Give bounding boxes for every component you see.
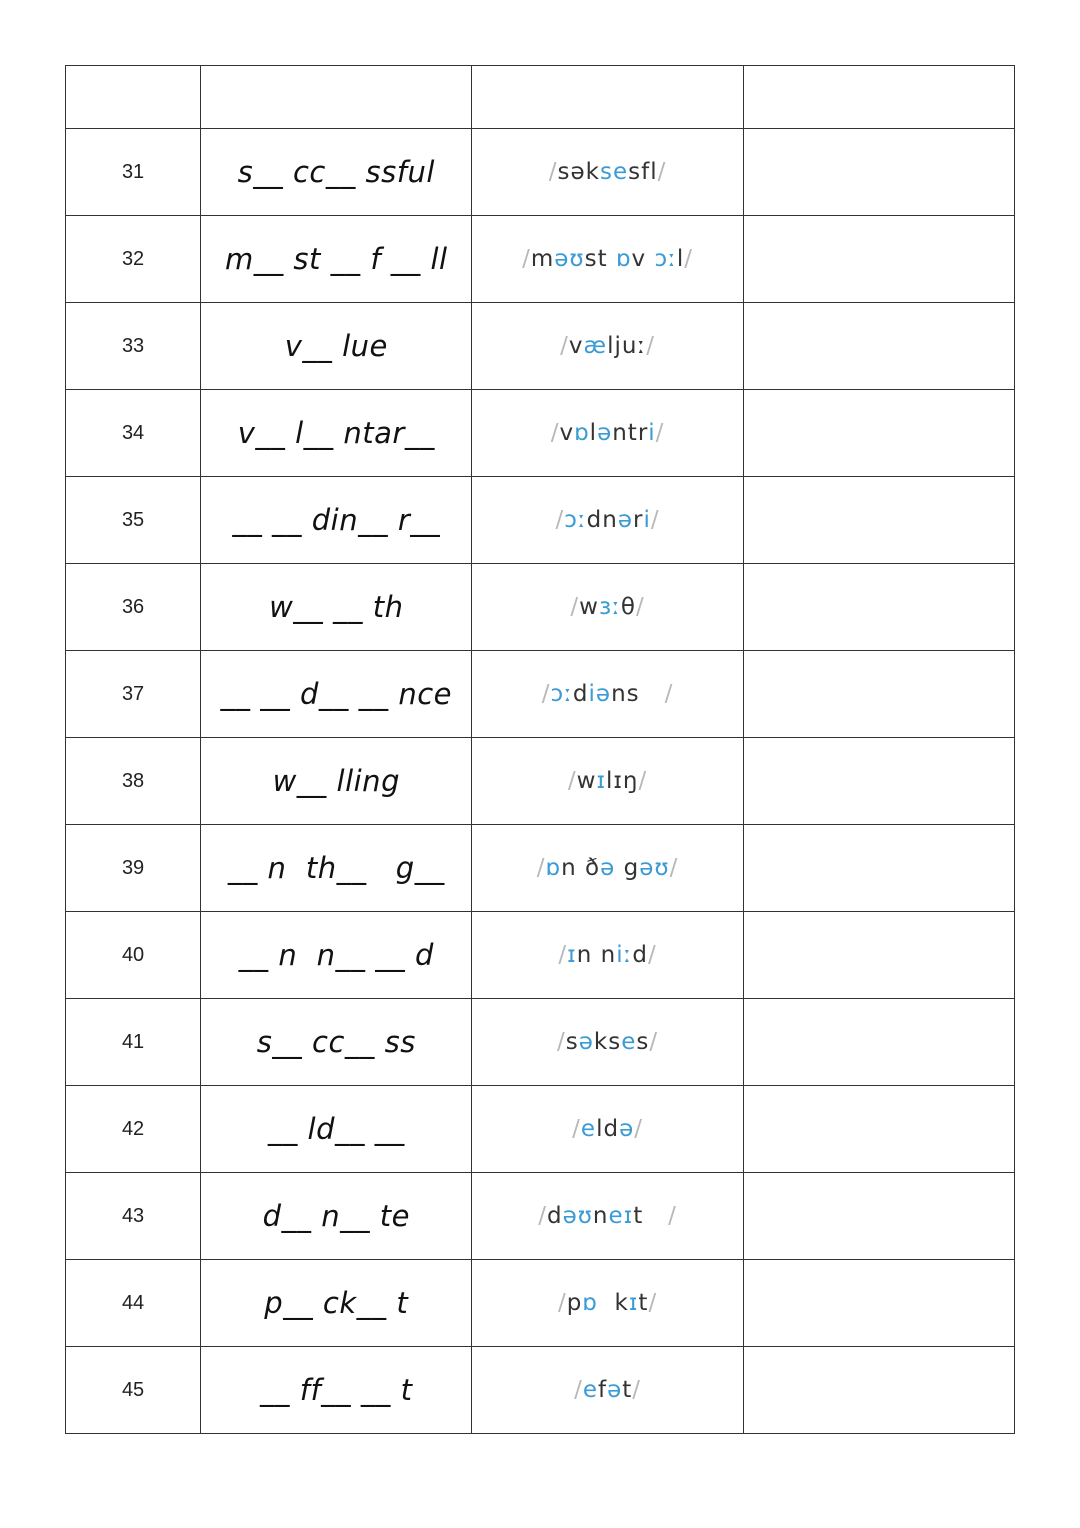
phonetic-slash-close: / — [636, 594, 645, 620]
answer-cell[interactable] — [743, 303, 1014, 390]
phonetic-highlight: ɪ — [596, 768, 606, 794]
phonetic-segment: t — [633, 1203, 669, 1229]
phonetic-segment: d — [632, 942, 648, 968]
table-row — [66, 1173, 1015, 1260]
table-row — [66, 999, 1015, 1086]
phonetic-segment: ljuː — [607, 333, 647, 359]
header-cell-number — [66, 66, 201, 129]
phonetic-highlight: e — [582, 1377, 598, 1403]
phonetic-slash-close: / — [632, 1377, 642, 1403]
phonetic-highlight: ə — [619, 1116, 635, 1142]
phonetic-segment: d — [546, 1203, 563, 1229]
row-number: 40 — [66, 912, 201, 999]
phonetic-segment: v — [559, 420, 575, 446]
table-row — [66, 129, 1015, 216]
table-row — [66, 564, 1015, 651]
phonetic-slash-open: / — [548, 159, 558, 185]
phonetic-segment: m — [530, 246, 555, 272]
word-blanks: v__ lue — [201, 303, 472, 390]
phonetic-slash-close: / — [657, 159, 667, 185]
phonetic-highlight: ɪ — [628, 1290, 639, 1316]
phonetic-slash-open: / — [557, 1029, 566, 1055]
phonetic-slash-close: / — [649, 1029, 659, 1055]
phonetic-slash-close: / — [650, 507, 660, 533]
phonetic-transcription — [472, 1086, 743, 1173]
phonetic-highlight: əʊ — [639, 855, 670, 881]
phonetic-segment: t — [622, 1377, 633, 1403]
word-blanks: __ ff__ __ t — [201, 1347, 472, 1434]
row-number: 39 — [66, 825, 201, 912]
phonetic-segment: ks — [593, 1029, 622, 1055]
phonetic-slash-open: / — [574, 1377, 583, 1403]
header-row — [66, 66, 1015, 129]
phonetic-slash-open: / — [572, 1116, 581, 1142]
phonetic-segment: v — [631, 246, 655, 272]
phonetic-highlight: i — [648, 420, 656, 446]
answer-cell[interactable] — [743, 738, 1014, 825]
table-row — [66, 1260, 1015, 1347]
phonetic-transcription — [472, 303, 743, 390]
answer-cell[interactable] — [743, 999, 1014, 1086]
row-number: 34 — [66, 390, 201, 477]
phonetic-segment: g — [615, 855, 640, 881]
phonetic-slash-open: / — [550, 420, 560, 446]
phonetic-segment: k — [597, 1290, 629, 1316]
phonetic-highlight: eɪ — [608, 1203, 634, 1229]
phonetic-segment: d — [572, 681, 589, 707]
phonetic-transcription — [472, 912, 743, 999]
phonetic-transcription — [472, 651, 743, 738]
vocabulary-table — [65, 65, 1015, 1434]
phonetic-highlight: ə — [617, 507, 633, 533]
phonetic-slash-open: / — [555, 507, 565, 533]
phonetic-segment: n — [592, 1203, 609, 1229]
header-cell-word — [201, 66, 472, 129]
phonetic-slash-close: / — [655, 420, 665, 446]
answer-cell[interactable] — [743, 390, 1014, 477]
answer-cell[interactable] — [743, 1173, 1014, 1260]
phonetic-segment: sfl — [628, 159, 658, 185]
phonetic-slash-close: / — [648, 1290, 658, 1316]
phonetic-highlight: æ — [583, 333, 608, 359]
phonetic-segment: n ð — [561, 855, 601, 881]
phonetic-slash-close: / — [647, 942, 657, 968]
phonetic-slash-open: / — [541, 681, 551, 707]
table-row — [66, 651, 1015, 738]
table-row — [66, 1086, 1015, 1173]
table-row — [66, 216, 1015, 303]
phonetic-highlight: ɔː — [550, 681, 573, 707]
answer-cell[interactable] — [743, 1086, 1014, 1173]
row-number: 37 — [66, 651, 201, 738]
word-blanks: s__ cc__ ss — [201, 999, 472, 1086]
phonetic-transcription — [472, 1347, 743, 1434]
phonetic-slash-open: / — [536, 855, 546, 881]
phonetic-slash-open: / — [522, 246, 531, 272]
phonetic-slash-open: / — [560, 333, 569, 359]
phonetic-slash-close: / — [638, 768, 648, 794]
phonetic-segment: t — [638, 1290, 649, 1316]
row-number: 42 — [66, 1086, 201, 1173]
phonetic-transcription — [472, 564, 743, 651]
table-row — [66, 912, 1015, 999]
phonetic-highlight: ɔː — [654, 246, 677, 272]
table-row — [66, 390, 1015, 477]
phonetic-highlight: e — [621, 1029, 637, 1055]
table-row — [66, 1347, 1015, 1434]
phonetic-transcription — [472, 390, 743, 477]
phonetic-slash-close: / — [634, 1116, 643, 1142]
row-number: 33 — [66, 303, 201, 390]
phonetic-highlight: ə — [607, 1377, 623, 1403]
phonetic-segment: st — [584, 246, 616, 272]
phonetic-highlight: ə — [578, 1029, 594, 1055]
word-blanks: __ __ din__ r__ — [201, 477, 472, 564]
phonetic-transcription — [472, 1260, 743, 1347]
row-number: 32 — [66, 216, 201, 303]
phonetic-segment: l — [589, 420, 598, 446]
header-cell-answer — [743, 66, 1014, 129]
row-number: 38 — [66, 738, 201, 825]
phonetic-highlight: ɒ — [615, 246, 632, 272]
phonetic-highlight: e — [580, 1116, 597, 1142]
answer-cell[interactable] — [743, 129, 1014, 216]
phonetic-slash-open: / — [557, 1290, 567, 1316]
row-number: 45 — [66, 1347, 201, 1434]
phonetic-segment: f — [597, 1377, 608, 1403]
word-blanks: d__ n__ te — [201, 1173, 472, 1260]
answer-cell[interactable] — [743, 477, 1014, 564]
phonetic-segment: θ — [620, 594, 636, 620]
phonetic-highlight: ɔː — [564, 507, 587, 533]
phonetic-transcription — [472, 825, 743, 912]
phonetic-segment: v — [568, 333, 584, 359]
answer-cell[interactable] — [743, 651, 1014, 738]
phonetic-segment: s — [565, 1029, 579, 1055]
word-blanks: p__ ck__ t — [201, 1260, 472, 1347]
word-blanks: __ n th__ g__ — [201, 825, 472, 912]
row-number: 43 — [66, 1173, 201, 1260]
phonetic-highlight: əʊ — [562, 1203, 593, 1229]
row-number: 44 — [66, 1260, 201, 1347]
phonetic-segment: ld — [596, 1116, 620, 1142]
answer-cell[interactable] — [743, 825, 1014, 912]
phonetic-segment: n n — [576, 942, 617, 968]
word-blanks: s__ cc__ ssful — [201, 129, 472, 216]
word-blanks: v__ l__ ntar__ — [201, 390, 472, 477]
phonetic-transcription — [472, 129, 743, 216]
table-row — [66, 738, 1015, 825]
phonetic-segment: w — [579, 594, 599, 620]
word-blanks: __ ld__ __ — [201, 1086, 472, 1173]
word-blanks: __ __ d__ __ nce — [201, 651, 472, 738]
phonetic-highlight: ɒ — [574, 420, 590, 446]
phonetic-slash-close: / — [669, 855, 679, 881]
answer-cell[interactable] — [743, 1347, 1014, 1434]
phonetic-highlight: ɒ — [545, 855, 562, 881]
phonetic-slash-close: / — [668, 1203, 677, 1229]
phonetic-slash-close: / — [664, 681, 674, 707]
phonetic-segment: r — [633, 507, 644, 533]
answer-cell[interactable] — [743, 912, 1014, 999]
phonetic-slash-open: / — [570, 594, 580, 620]
row-number: 36 — [66, 564, 201, 651]
phonetic-segment: dn — [586, 507, 618, 533]
phonetic-segment: lɪŋ — [605, 768, 639, 794]
phonetic-slash-open: / — [558, 942, 568, 968]
phonetic-transcription — [472, 738, 743, 825]
phonetic-highlight: se — [599, 159, 629, 185]
word-blanks: w__ __ th — [201, 564, 472, 651]
phonetic-segment: sək — [557, 159, 600, 185]
answer-cell[interactable] — [743, 564, 1014, 651]
phonetic-slash-open: / — [538, 1203, 547, 1229]
phonetic-highlight: ɜː — [598, 594, 621, 620]
word-blanks: w__ lling — [201, 738, 472, 825]
word-blanks: m__ st __ f __ ll — [201, 216, 472, 303]
phonetic-highlight: iː — [616, 942, 633, 968]
answer-cell[interactable] — [743, 216, 1014, 303]
phonetic-transcription — [472, 216, 743, 303]
header-cell-phonetic — [472, 66, 743, 129]
phonetic-transcription — [472, 477, 743, 564]
phonetic-segment: ns — [611, 681, 665, 707]
phonetic-slash-open: / — [567, 768, 577, 794]
phonetic-transcription — [472, 1173, 743, 1260]
row-number: 41 — [66, 999, 201, 1086]
phonetic-segment: w — [576, 768, 597, 794]
phonetic-highlight: ə — [600, 855, 616, 881]
row-number: 35 — [66, 477, 201, 564]
phonetic-transcription — [472, 999, 743, 1086]
phonetic-slash-close: / — [684, 246, 694, 272]
phonetic-highlight: ɒ — [582, 1290, 598, 1316]
phonetic-highlight: i — [643, 507, 651, 533]
table-row — [66, 825, 1015, 912]
phonetic-highlight: iə — [588, 681, 612, 707]
phonetic-highlight: əʊ — [554, 246, 585, 272]
table-row — [66, 303, 1015, 390]
answer-cell[interactable] — [743, 1260, 1014, 1347]
row-number: 31 — [66, 129, 201, 216]
phonetic-highlight: ɪ — [567, 942, 577, 968]
phonetic-segment: l — [676, 246, 685, 272]
phonetic-segment: p — [566, 1290, 583, 1316]
phonetic-highlight: ə — [597, 420, 613, 446]
phonetic-slash-close: / — [646, 333, 655, 359]
table-row — [66, 477, 1015, 564]
phonetic-segment: s — [636, 1029, 650, 1055]
word-blanks: __ n n__ __ d — [201, 912, 472, 999]
phonetic-segment: ntr — [612, 420, 649, 446]
